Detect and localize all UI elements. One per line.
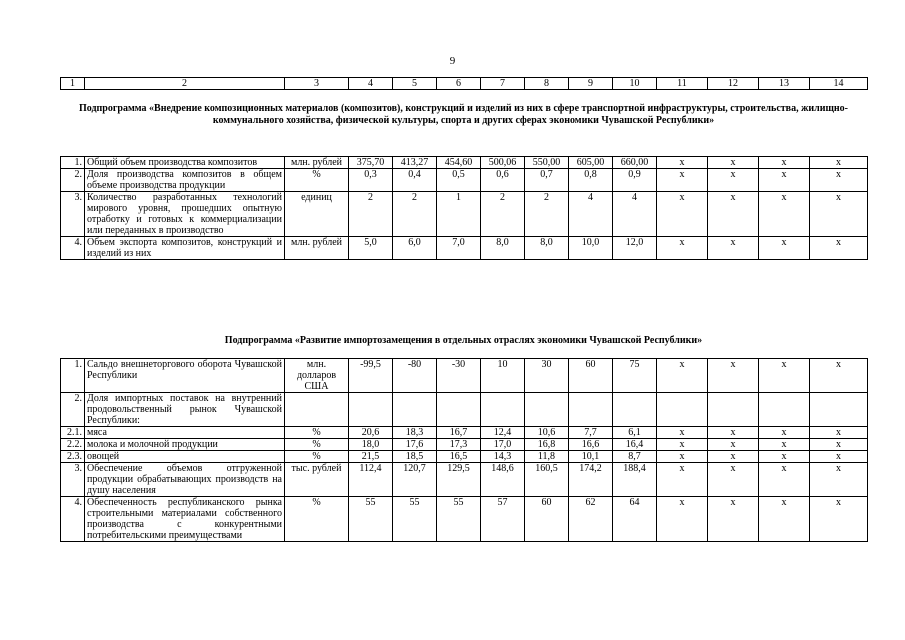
indicator-name: Объем экспорта композитов, конструкций и изделий из них bbox=[85, 237, 285, 260]
indicator-value: х bbox=[759, 497, 810, 542]
indicator-value bbox=[393, 393, 437, 427]
indicator-value bbox=[349, 393, 393, 427]
indicator-value: х bbox=[810, 427, 868, 439]
column-number-header bbox=[60, 77, 868, 90]
indicator-name: молока и молочной продукции bbox=[85, 439, 285, 451]
indicator-value bbox=[437, 393, 481, 427]
unit-of-measure: % bbox=[285, 439, 349, 451]
indicator-value: 0,4 bbox=[393, 169, 437, 192]
row-number: 4. bbox=[61, 237, 85, 260]
indicator-value: х bbox=[657, 157, 708, 169]
indicator-value: х bbox=[708, 157, 759, 169]
indicator-value: 20,6 bbox=[349, 427, 393, 439]
unit-of-measure: единиц bbox=[285, 192, 349, 237]
indicator-value: х bbox=[759, 439, 810, 451]
unit-of-measure: млн. рублей bbox=[285, 157, 349, 169]
indicator-value: х bbox=[810, 192, 868, 237]
column-number: 14 bbox=[810, 78, 868, 90]
indicator-value bbox=[810, 393, 868, 427]
indicator-value: 1 bbox=[437, 192, 481, 237]
indicator-value: 8,0 bbox=[525, 237, 569, 260]
indicator-value: х bbox=[708, 359, 759, 393]
indicator-value: 57 bbox=[481, 497, 525, 542]
subprogram-1-title: Подпрограмма «Внедрение композиционных материалов (композитов), конструкций и изделий из них в сфере транспортной инфраструктуры, строительства, жилищно-коммунального хозяйства, физической культуры, спорта и других сферах экономики Чувашской Республики» bbox=[79, 103, 848, 126]
indicator-value: 62 bbox=[569, 497, 613, 542]
row-number: 3. bbox=[61, 192, 85, 237]
indicator-value: х bbox=[759, 192, 810, 237]
indicator-value: х bbox=[708, 463, 759, 497]
indicator-value: 375,70 bbox=[349, 157, 393, 169]
indicator-value: 10,6 bbox=[525, 427, 569, 439]
indicator-name: мяса bbox=[85, 427, 285, 439]
indicator-value: х bbox=[810, 497, 868, 542]
column-number: 8 bbox=[525, 78, 569, 90]
indicator-value: 7,0 bbox=[437, 237, 481, 260]
indicator-name: Обеспеченность республиканского рынка строительными материалами собственного производства с конкурентными потребительскими преимуществами bbox=[85, 497, 285, 542]
subprogram-1-table bbox=[60, 156, 868, 260]
indicator-value: х bbox=[657, 169, 708, 192]
column-number: 6 bbox=[437, 78, 481, 90]
indicator-value: 60 bbox=[525, 497, 569, 542]
indicator-value: х bbox=[708, 497, 759, 542]
indicator-value: 17,3 bbox=[437, 439, 481, 451]
indicator-name: овощей bbox=[85, 451, 285, 463]
indicator-value bbox=[613, 393, 657, 427]
indicator-value: х bbox=[708, 451, 759, 463]
indicator-value: 413,27 bbox=[393, 157, 437, 169]
table-row bbox=[61, 237, 868, 260]
column-number: 11 bbox=[657, 78, 708, 90]
indicator-value: 0,6 bbox=[481, 169, 525, 192]
indicator-value: 120,7 bbox=[393, 463, 437, 497]
unit-of-measure: % bbox=[285, 497, 349, 542]
indicator-value: х bbox=[810, 451, 868, 463]
row-number: 1. bbox=[61, 157, 85, 169]
indicator-value: 8,0 bbox=[481, 237, 525, 260]
row-number: 1. bbox=[61, 359, 85, 393]
indicator-value: 160,5 bbox=[525, 463, 569, 497]
indicator-value: х bbox=[759, 463, 810, 497]
indicator-value: х bbox=[708, 427, 759, 439]
indicator-value: х bbox=[708, 169, 759, 192]
indicator-value: х bbox=[657, 451, 708, 463]
unit-of-measure: тыс. рублей bbox=[285, 463, 349, 497]
row-number: 3. bbox=[61, 463, 85, 497]
indicator-value: 18,3 bbox=[393, 427, 437, 439]
indicator-value: 10,0 bbox=[569, 237, 613, 260]
indicator-value: 7,7 bbox=[569, 427, 613, 439]
table-row bbox=[61, 451, 868, 463]
indicator-value: 2 bbox=[525, 192, 569, 237]
unit-of-measure: млн. долларов США bbox=[285, 359, 349, 393]
indicator-value: х bbox=[657, 427, 708, 439]
row-number: 2.3. bbox=[61, 451, 85, 463]
indicator-value: х bbox=[708, 192, 759, 237]
indicator-value: 55 bbox=[437, 497, 481, 542]
indicator-value: х bbox=[810, 359, 868, 393]
indicator-value: 18,5 bbox=[393, 451, 437, 463]
indicator-value bbox=[525, 393, 569, 427]
indicator-value: 500,06 bbox=[481, 157, 525, 169]
row-number: 2.1. bbox=[61, 427, 85, 439]
indicator-value: х bbox=[657, 497, 708, 542]
indicator-value: 75 bbox=[613, 359, 657, 393]
indicator-value: 12,4 bbox=[481, 427, 525, 439]
indicator-value: 14,3 bbox=[481, 451, 525, 463]
table-row bbox=[61, 439, 868, 451]
indicator-value: -30 bbox=[437, 359, 481, 393]
row-number: 4. bbox=[61, 497, 85, 542]
indicator-value: 8,7 bbox=[613, 451, 657, 463]
indicator-value: х bbox=[810, 169, 868, 192]
indicator-value: 17,6 bbox=[393, 439, 437, 451]
table-row bbox=[61, 359, 868, 393]
indicator-value: х bbox=[657, 463, 708, 497]
table-row bbox=[61, 169, 868, 192]
indicator-value: 16,8 bbox=[525, 439, 569, 451]
unit-of-measure: % bbox=[285, 169, 349, 192]
table-row bbox=[61, 427, 868, 439]
indicator-value: 0,3 bbox=[349, 169, 393, 192]
indicator-value bbox=[569, 393, 613, 427]
indicator-value: 454,60 bbox=[437, 157, 481, 169]
indicator-value bbox=[708, 393, 759, 427]
column-number: 10 bbox=[613, 78, 657, 90]
indicator-value: 605,00 bbox=[569, 157, 613, 169]
indicator-value: х bbox=[759, 169, 810, 192]
column-number: 7 bbox=[481, 78, 525, 90]
indicator-value: 16,7 bbox=[437, 427, 481, 439]
table-row bbox=[61, 192, 868, 237]
indicator-value: 112,4 bbox=[349, 463, 393, 497]
column-number: 1 bbox=[61, 78, 85, 90]
indicator-name: Доля производства композитов в общем объеме производства продукции bbox=[85, 169, 285, 192]
indicator-value bbox=[759, 393, 810, 427]
unit-of-measure: % bbox=[285, 451, 349, 463]
indicator-value: х bbox=[657, 439, 708, 451]
table-row bbox=[61, 463, 868, 497]
indicator-value: 55 bbox=[393, 497, 437, 542]
indicator-value: х bbox=[657, 237, 708, 260]
indicator-value: 10 bbox=[481, 359, 525, 393]
indicator-value: 5,0 bbox=[349, 237, 393, 260]
column-number: 12 bbox=[708, 78, 759, 90]
indicator-value: 11,8 bbox=[525, 451, 569, 463]
indicator-name: Сальдо внешнеторгового оборота Чувашской Республики bbox=[85, 359, 285, 393]
indicator-value: 2 bbox=[393, 192, 437, 237]
indicator-value: 16,4 bbox=[613, 439, 657, 451]
indicator-value: 2 bbox=[481, 192, 525, 237]
indicator-name: Общий объем производства композитов bbox=[85, 157, 285, 169]
indicator-value: 30 bbox=[525, 359, 569, 393]
indicator-value: х bbox=[708, 237, 759, 260]
column-number: 3 bbox=[285, 78, 349, 90]
unit-of-measure: % bbox=[285, 427, 349, 439]
indicator-value: -80 bbox=[393, 359, 437, 393]
subprogram-2-title: Подпрограмма «Развитие импортозамещения в отдельных отраслях экономики Чувашской Республики» bbox=[224, 335, 703, 346]
indicator-value: х bbox=[759, 359, 810, 393]
indicator-value: х bbox=[810, 463, 868, 497]
indicator-value: 21,5 bbox=[349, 451, 393, 463]
indicator-value: 2 bbox=[349, 192, 393, 237]
indicator-value bbox=[657, 393, 708, 427]
unit-of-measure: млн. рублей bbox=[285, 237, 349, 260]
column-number: 13 bbox=[759, 78, 810, 90]
indicator-value: 0,5 bbox=[437, 169, 481, 192]
table-row bbox=[61, 497, 868, 542]
indicator-value: х bbox=[810, 157, 868, 169]
indicator-value: 660,00 bbox=[613, 157, 657, 169]
column-number: 4 bbox=[349, 78, 393, 90]
indicator-value: 64 bbox=[613, 497, 657, 542]
subprogram-2-table bbox=[60, 358, 868, 542]
indicator-value: 60 bbox=[569, 359, 613, 393]
table-row bbox=[61, 393, 868, 427]
indicator-value: 129,5 bbox=[437, 463, 481, 497]
indicator-value: 18,0 bbox=[349, 439, 393, 451]
row-number: 2. bbox=[61, 393, 85, 427]
indicator-value: -99,5 bbox=[349, 359, 393, 393]
indicator-value: 16,6 bbox=[569, 439, 613, 451]
indicator-value: 0,7 bbox=[525, 169, 569, 192]
indicator-value: 4 bbox=[613, 192, 657, 237]
column-number: 9 bbox=[569, 78, 613, 90]
indicator-name: Доля импортных поставок на внутренний продовольственный рынок Чувашской Республики: bbox=[85, 393, 285, 427]
indicator-value: х bbox=[657, 192, 708, 237]
indicator-value: 174,2 bbox=[569, 463, 613, 497]
indicator-value: 10,1 bbox=[569, 451, 613, 463]
indicator-value: х bbox=[759, 451, 810, 463]
column-number: 5 bbox=[393, 78, 437, 90]
indicator-value: 17,0 bbox=[481, 439, 525, 451]
row-number: 2. bbox=[61, 169, 85, 192]
indicator-value: х bbox=[657, 359, 708, 393]
indicator-value bbox=[481, 393, 525, 427]
indicator-value: 550,00 bbox=[525, 157, 569, 169]
indicator-value: х bbox=[708, 439, 759, 451]
indicator-value: 148,6 bbox=[481, 463, 525, 497]
indicator-value: 4 bbox=[569, 192, 613, 237]
indicator-value: 0,8 bbox=[569, 169, 613, 192]
indicator-value: х bbox=[810, 439, 868, 451]
indicator-value: 6,1 bbox=[613, 427, 657, 439]
unit-of-measure bbox=[285, 393, 349, 427]
indicator-value: 6,0 bbox=[393, 237, 437, 260]
indicator-value: 12,0 bbox=[613, 237, 657, 260]
indicator-value: 0,9 bbox=[613, 169, 657, 192]
indicator-value: х bbox=[759, 427, 810, 439]
page-number: 9 bbox=[449, 55, 456, 67]
indicator-value: х bbox=[759, 157, 810, 169]
indicator-value: 16,5 bbox=[437, 451, 481, 463]
row-number: 2.2. bbox=[61, 439, 85, 451]
indicator-name: Количество разработанных технологий мирового уровня, прошедших опытную отработку и готовых к коммерциализации или переданных в производство bbox=[85, 192, 285, 237]
column-number: 2 bbox=[85, 78, 285, 90]
table-row bbox=[61, 157, 868, 169]
indicator-value: х bbox=[759, 237, 810, 260]
indicator-value: х bbox=[810, 237, 868, 260]
indicator-name: Обеспечение объемов отгруженной продукции обрабатывающих производств на душу населения bbox=[85, 463, 285, 497]
indicator-value: 188,4 bbox=[613, 463, 657, 497]
indicator-value: 55 bbox=[349, 497, 393, 542]
